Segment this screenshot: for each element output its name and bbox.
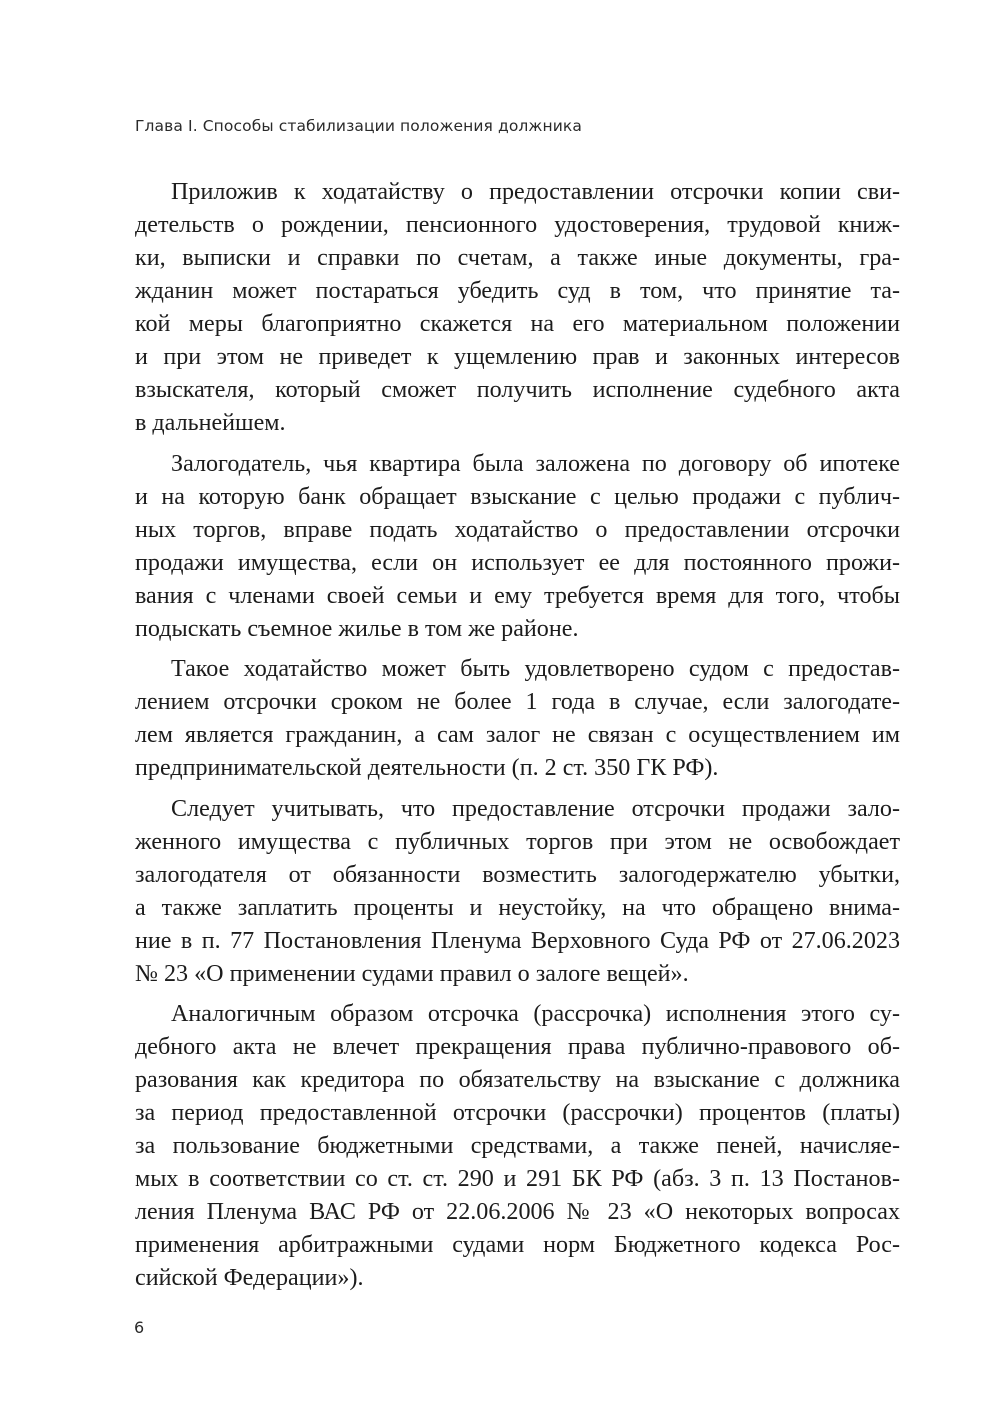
text-line: Следует учитывать, что предоставление отсрочки продажи зало-	[171, 795, 900, 822]
text-line: подыскать съемное жилье в том же районе.	[135, 615, 579, 642]
text-line: Такое ходатайство может быть удовлетворено судом с предостав-	[171, 656, 900, 682]
paragraph-5	[135, 998, 900, 1295]
text-line: кой меры благоприятно скажется на его материальном положении	[135, 311, 900, 337]
text-line: за пользование бюджетными средствами, а также пеней, начисляе-	[135, 1133, 900, 1159]
text-line: ления Пленума ВАС РФ от 22.06.2006 № 23 «О некоторых вопросах	[135, 1199, 900, 1225]
text-line: мых в соответствии со ст. ст. 290 и 291 БК РФ (абз. 3 п. 13 Постанов-	[135, 1166, 900, 1192]
text-line: лением отсрочки сроком не более 1 года в случае, если залогодате-	[135, 689, 900, 715]
paragraph-1	[135, 176, 900, 440]
text-line: применения арбитражными судами норм Бюджетного кодекса Рос-	[135, 1232, 900, 1258]
text-line: ных торгов, вправе подать ходатайство о предоставлении отсрочки	[135, 516, 900, 543]
running-header: Глава I. Способы стабилизации положения должника	[135, 117, 582, 135]
paragraph-2	[135, 448, 900, 646]
text-line: Аналогичным образом отсрочка (рассрочка) исполнения этого су-	[171, 1001, 900, 1027]
text-line: залогодателя от обязанности возместить залогодержателю убытки,	[135, 861, 900, 888]
text-line: сийской Федерации»).	[135, 1265, 364, 1291]
text-line: а также заплатить проценты и неустойку, на что обращено внима-	[135, 894, 900, 921]
text-line: предпринимательской деятельности (п. 2 ст. 350 ГК РФ).	[135, 755, 719, 781]
text-line: ки, выписки и справки по счетам, а также иные документы, гра-	[135, 245, 900, 271]
text-line: ние в п. 77 Постановления Пленума Верховного Суда РФ от 27.06.2023	[135, 927, 900, 954]
text-line: вания с членами своей семьи и ему требуется время для того, чтобы	[135, 582, 900, 609]
text-line: продажи имущества, если он использует ее для постоянного прожи-	[135, 549, 900, 576]
text-line: жданин может постараться убедить суд в том, что принятие та-	[135, 278, 900, 304]
paragraph-3	[135, 653, 900, 785]
text-line: и при этом не приведет к ущемлению прав и законных интересов	[135, 344, 900, 370]
paragraph-4	[135, 793, 900, 991]
text-line: в дальнейшем.	[135, 410, 286, 436]
text-line: Приложив к ходатайству о предоставлении отсрочки копии сви-	[171, 179, 900, 205]
text-line: Залогодатель, чья квартира была заложена по договору об ипотеке	[171, 450, 900, 477]
text-line: дебного акта не влечет прекращения права публично-правового об-	[135, 1034, 900, 1060]
text-line: № 23 «О применении судами правил о залоге вещей».	[135, 960, 689, 987]
text-line: женного имущества с публичных торгов при этом не освобождает	[135, 828, 900, 855]
text-line: и на которую банк обращает взыскание с целью продажи с публич-	[135, 483, 900, 510]
text-line: детельств о рождении, пенсионного удостоверения, трудовой книж-	[135, 212, 900, 238]
text-line: взыскателя, который сможет получить исполнение судебного акта	[135, 377, 900, 403]
body-text	[135, 176, 900, 1303]
page-number: 6	[134, 1318, 145, 1337]
text-line: за период предоставленной отсрочки (рассрочки) процентов (платы)	[135, 1100, 900, 1126]
text-line: разования как кредитора по обязательству на взыскание с должника	[135, 1067, 900, 1093]
text-line: лем является гражданин, а сам залог не связан с осуществлением им	[135, 722, 900, 748]
